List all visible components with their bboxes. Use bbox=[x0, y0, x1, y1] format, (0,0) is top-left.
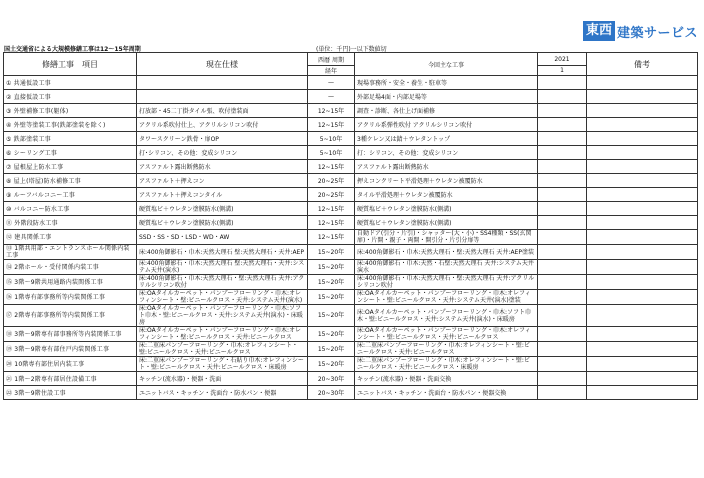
row-cycle: 15~20年 bbox=[308, 290, 355, 305]
row-cycle: 15~20年 bbox=[308, 245, 355, 260]
row-item: ④ 外壁等塗装工事(鉄部塗装を除く) bbox=[4, 118, 137, 132]
row-main-work: 押えコンクリート平滑処理＋ウレタン被覆防水 bbox=[355, 174, 538, 188]
row-spec: ユニットバス・キッチン・洗面台・防水パン・便器 bbox=[137, 386, 308, 400]
row-item: ⑩ バルコニー防水工事 bbox=[4, 202, 137, 216]
row-cycle: 15~20年 bbox=[308, 305, 355, 327]
row-remarks bbox=[587, 305, 698, 327]
row-item: ㉒ 3階～9階住設工事 bbox=[4, 386, 137, 400]
header-elapsed: 経年 bbox=[308, 66, 355, 76]
table-row bbox=[4, 90, 698, 104]
logo-text: 建築サービス bbox=[616, 25, 698, 41]
repair-plan-table bbox=[3, 52, 698, 400]
row-cycle: 12~15年 bbox=[308, 160, 355, 174]
table-row bbox=[4, 342, 698, 357]
row-remarks bbox=[587, 90, 698, 104]
row-main-work: 床:400角御影石・巾木:天然大理石・壁:天然大理石 天井:AEP塗装 bbox=[355, 245, 538, 260]
row-item: ⑬ 1階共用部・エントランスホール関係内装工事 bbox=[4, 245, 137, 260]
row-year-cell bbox=[538, 188, 587, 202]
row-year-cell bbox=[538, 245, 587, 260]
row-item: ⑭ 2階ホール・受付関係内装工事 bbox=[4, 260, 137, 275]
row-spec: 床:二重床パンプーフローリング・巾木:オレフィンシート・壁:ビニールクロス・天井:ビニールクロス bbox=[137, 342, 308, 357]
table-row bbox=[4, 188, 698, 202]
row-item: ⑨ ルーフバルコニー工事 bbox=[4, 188, 137, 202]
row-spec: 床:OAタイルカーペット・パンプーフローリング・巾木:オレフィンシート・壁:ビニールクロス・天井:ビニールクロス bbox=[137, 327, 308, 342]
row-cycle: 15~20年 bbox=[308, 260, 355, 275]
header-year: 2021 bbox=[538, 53, 587, 66]
table-row bbox=[4, 174, 698, 188]
row-spec: 床:400角御影石・巾木:天然大理石 壁:天然大理石・天井:AEP bbox=[137, 245, 308, 260]
row-main-work: 床:二重床パンプーフローリング・巾木:オレフィンシート・壁:ビニールクロス・天井:ビニールクロス bbox=[355, 342, 538, 357]
row-main-work: 床:OAタイルカーペット・パンプーフローリング・巾木:ソフト巾木・壁:ビニールクロス・天井:システム天井(演水)・床暖房 bbox=[355, 305, 538, 327]
row-remarks bbox=[587, 174, 698, 188]
table-row bbox=[4, 104, 698, 118]
row-cycle: 12~15年 bbox=[308, 216, 355, 230]
row-cycle: 15~20年 bbox=[308, 357, 355, 372]
row-remarks bbox=[587, 104, 698, 118]
table-row bbox=[4, 305, 698, 327]
row-year-cell bbox=[538, 76, 587, 90]
row-main-work: 3種ケレン又は錆＋ウレタントップ bbox=[355, 132, 538, 146]
row-main-work: タイル平滑処理＋ウレタン被覆防水 bbox=[355, 188, 538, 202]
table-row bbox=[4, 245, 698, 260]
row-cycle: 12~15年 bbox=[308, 118, 355, 132]
row-main-work: 床:OAタイルカーペット・パンプーフローリング・巾木:オレフィンシート・壁:ビニールクロス・天井:システム天井(演水)塗装 bbox=[355, 290, 538, 305]
header-year-number: 1 bbox=[538, 66, 587, 76]
row-item: ① 共通仮設工事 bbox=[4, 76, 137, 90]
row-main-work: アスファルト露出断熱防水 bbox=[355, 160, 538, 174]
row-remarks bbox=[587, 132, 698, 146]
row-spec: 硬質塩ビ＋ウレタン塗膜防水(側溝) bbox=[137, 216, 308, 230]
table-row bbox=[4, 216, 698, 230]
header-main-work: 今回主な工事 bbox=[355, 53, 538, 76]
row-item: ⑦ 屋根屋上防水工事 bbox=[4, 160, 137, 174]
row-year-cell bbox=[538, 174, 587, 188]
table-row bbox=[4, 327, 698, 342]
row-cycle: 20~25年 bbox=[308, 188, 355, 202]
row-item: ⑲ 3階～9階専有部住戸内装関係工事 bbox=[4, 342, 137, 357]
row-spec: 床:OAタイルカーペット・パンプーフローリング・巾木:オレフィンシート・壁:ビニールクロス・天井:システム天井(演水) bbox=[137, 290, 308, 305]
row-year-cell bbox=[538, 216, 587, 230]
row-year-cell bbox=[538, 90, 587, 104]
row-item: ⑮ 3階～9階共用通路内装関係工事 bbox=[4, 275, 137, 290]
row-spec: アスファルト露出断熱防水 bbox=[137, 160, 308, 174]
row-spec: キッチン(流水器)・便器・洗面 bbox=[137, 372, 308, 386]
table-row bbox=[4, 372, 698, 386]
row-cycle: 15~20年 bbox=[308, 275, 355, 290]
row-remarks bbox=[587, 160, 698, 174]
row-spec: 床:400角御影石・巾木:天然大理石・壁:天然大理石 天井:アクリルシリコン吹付 bbox=[137, 275, 308, 290]
row-remarks bbox=[587, 372, 698, 386]
row-spec: 打放部・45二丁掛タイル張、吹付塗装面 bbox=[137, 104, 308, 118]
row-cycle: 15~20年 bbox=[308, 327, 355, 342]
table-row bbox=[4, 160, 698, 174]
row-item: ⑯ 1階専有部事務所等内装関係工事 bbox=[4, 290, 137, 305]
row-year-cell bbox=[538, 372, 587, 386]
row-remarks bbox=[587, 202, 698, 216]
row-year-cell bbox=[538, 357, 587, 372]
row-year-cell bbox=[538, 132, 587, 146]
row-spec: アスファルト＋押えコンタイル bbox=[137, 188, 308, 202]
header-item: 修繕工事 項目 bbox=[4, 53, 137, 76]
table-row bbox=[4, 260, 698, 275]
row-main-work: ユニットバス・キッチン・洗面台・防水パン・便器交換 bbox=[355, 386, 538, 400]
row-cycle: 12~15年 bbox=[308, 202, 355, 216]
row-year-cell bbox=[538, 146, 587, 160]
row-item: ② 直接仮設工事 bbox=[4, 90, 137, 104]
row-year-cell bbox=[538, 342, 587, 357]
row-main-work: 硬質塩ビ＋ウレタン塗膜防水(側溝) bbox=[355, 202, 538, 216]
row-spec: 打･シリコン、その他：変成シリコン bbox=[137, 146, 308, 160]
row-main-work: 床:OAタイルカーペット・パンプーフローリング・巾木:オレフィンシート・壁:ビニールクロス・天井:ビニールクロス bbox=[355, 327, 538, 342]
row-main-work: 床:400角御影石・巾木:天然大理石・壁:天然大理石 天井:アクリルシリコン吹付 bbox=[355, 275, 538, 290]
table-row bbox=[4, 290, 698, 305]
row-cycle: 20~30年 bbox=[308, 372, 355, 386]
table-row bbox=[4, 230, 698, 245]
table-row bbox=[4, 118, 698, 132]
row-spec: 床:OAタイルカーペット・パンプーフローリング・巾木:ソフト巾木・壁:ビニールクロス・天井:システム天井(演水)・床暖房 bbox=[137, 305, 308, 327]
row-item: ㉑ 1階～2階専有部居住設備工事 bbox=[4, 372, 137, 386]
row-year-cell bbox=[538, 160, 587, 174]
header-cycle: 西暦 周期 bbox=[308, 53, 355, 66]
row-main-work: 外部足場4面・内部足場等 bbox=[355, 90, 538, 104]
row-item: ⑪ 外階段防水工事 bbox=[4, 216, 137, 230]
row-item: ⑤ 鉄部塗装工事 bbox=[4, 132, 137, 146]
row-spec: アスファルト＋押えコン bbox=[137, 174, 308, 188]
row-spec: タワースクリーン鉄骨・扉OP bbox=[137, 132, 308, 146]
row-main-work: 自動ドア(引分・片引)・シャッター(大・小)・SS4種類・SS(玄関扉)・片開・親子・両開・開引分・片引分扉等 bbox=[355, 230, 538, 245]
table-row bbox=[4, 202, 698, 216]
row-spec bbox=[137, 90, 308, 104]
row-main-work: 硬質塩ビ＋ウレタン塗膜防水(側溝) bbox=[355, 216, 538, 230]
row-year-cell bbox=[538, 118, 587, 132]
row-year-cell bbox=[538, 230, 587, 245]
row-main-work: アクリル系弾性吹付 アクリルシリコン吹付 bbox=[355, 118, 538, 132]
row-remarks bbox=[587, 146, 698, 160]
row-year-cell bbox=[538, 260, 587, 275]
row-spec: アクリル系吹付仕上、アクリルシリコン吹付 bbox=[137, 118, 308, 132]
row-year-cell bbox=[538, 305, 587, 327]
row-year-cell bbox=[538, 202, 587, 216]
table-row bbox=[4, 357, 698, 372]
row-year-cell bbox=[538, 104, 587, 118]
row-spec: 床:400角御影石・巾木:天然大理石 壁:天然大理石・天井:システム天井(演水) bbox=[137, 260, 308, 275]
row-item: ⑧ 屋上(塔屋)防水補修工事 bbox=[4, 174, 137, 188]
row-spec: 床:二重床パンプーフローリング・石貼り巾木:オレフィンシート・壁:ビニールクロス・天井:ビニールクロス・床暖房 bbox=[137, 357, 308, 372]
row-year-cell bbox=[538, 275, 587, 290]
row-item: ⑳ 10階専有部住居内装工事 bbox=[4, 357, 137, 372]
table-row bbox=[4, 76, 698, 90]
row-remarks bbox=[587, 76, 698, 90]
row-remarks bbox=[587, 188, 698, 202]
table-row bbox=[4, 132, 698, 146]
company-logo bbox=[583, 20, 698, 42]
row-cycle: 15~20年 bbox=[308, 342, 355, 357]
row-year-cell bbox=[538, 386, 587, 400]
row-remarks bbox=[587, 118, 698, 132]
row-cycle: — bbox=[308, 76, 355, 90]
row-remarks bbox=[587, 386, 698, 400]
row-item: ⑰ 2階専有部事務所等内装関係工事 bbox=[4, 305, 137, 327]
row-spec: SSD・SS・SD・LSD・WD・AW bbox=[137, 230, 308, 245]
row-main-work: キッチン(流水器)・便器・洗面交換 bbox=[355, 372, 538, 386]
row-remarks bbox=[587, 357, 698, 372]
row-cycle: 20~25年 bbox=[308, 174, 355, 188]
row-cycle: 12~15年 bbox=[308, 230, 355, 245]
row-spec bbox=[137, 76, 308, 90]
row-main-work: 調査・診断、各仕上げ面補修 bbox=[355, 104, 538, 118]
row-spec: 硬質塩ビ＋ウレタン塗膜防水(側溝) bbox=[137, 202, 308, 216]
row-remarks bbox=[587, 245, 698, 260]
row-main-work: 床:400角御影石・巾木:天然・石壁:天然大理石 天井:システム天井演水 bbox=[355, 260, 538, 275]
row-cycle: 5~10年 bbox=[308, 146, 355, 160]
row-remarks bbox=[587, 290, 698, 305]
row-item: ⑫ 建具関係工事 bbox=[4, 230, 137, 245]
unit-note: (単位：千円)一以下数値切 bbox=[316, 46, 387, 53]
row-remarks bbox=[587, 230, 698, 245]
row-item: ⑱ 3階～9階専有部事務所等内装関係工事 bbox=[4, 327, 137, 342]
row-remarks bbox=[587, 275, 698, 290]
row-year-cell bbox=[538, 327, 587, 342]
row-cycle: 20~30年 bbox=[308, 386, 355, 400]
row-cycle: 12~15年 bbox=[308, 104, 355, 118]
table-row bbox=[4, 386, 698, 400]
row-item: ③ 外壁補修工事(躯体) bbox=[4, 104, 137, 118]
header-spec: 現在仕様 bbox=[137, 53, 308, 76]
row-main-work: 現場事務所・安全・養生・駐車等 bbox=[355, 76, 538, 90]
row-main-work: 打：シリコン、その他：変成シリコン bbox=[355, 146, 538, 160]
row-remarks bbox=[587, 260, 698, 275]
row-item: ⑥ シーリング工事 bbox=[4, 146, 137, 160]
table-row bbox=[4, 275, 698, 290]
table-row bbox=[4, 146, 698, 160]
row-remarks bbox=[587, 342, 698, 357]
row-remarks bbox=[587, 216, 698, 230]
document-subtitle: 国土交通省による大規模修繕工事は12～15年周期 bbox=[4, 46, 141, 53]
row-remarks bbox=[587, 327, 698, 342]
logo-mark: 東西 bbox=[583, 21, 615, 41]
row-main-work: 床:二重床パンプーフローリング・巾木:オレフィンシート・壁:ビニールクロス・天井:ビニールクロス・床暖房 bbox=[355, 357, 538, 372]
row-year-cell bbox=[538, 290, 587, 305]
row-cycle: — bbox=[308, 90, 355, 104]
row-cycle: 5~10年 bbox=[308, 132, 355, 146]
header-remarks: 備考 bbox=[587, 53, 698, 76]
